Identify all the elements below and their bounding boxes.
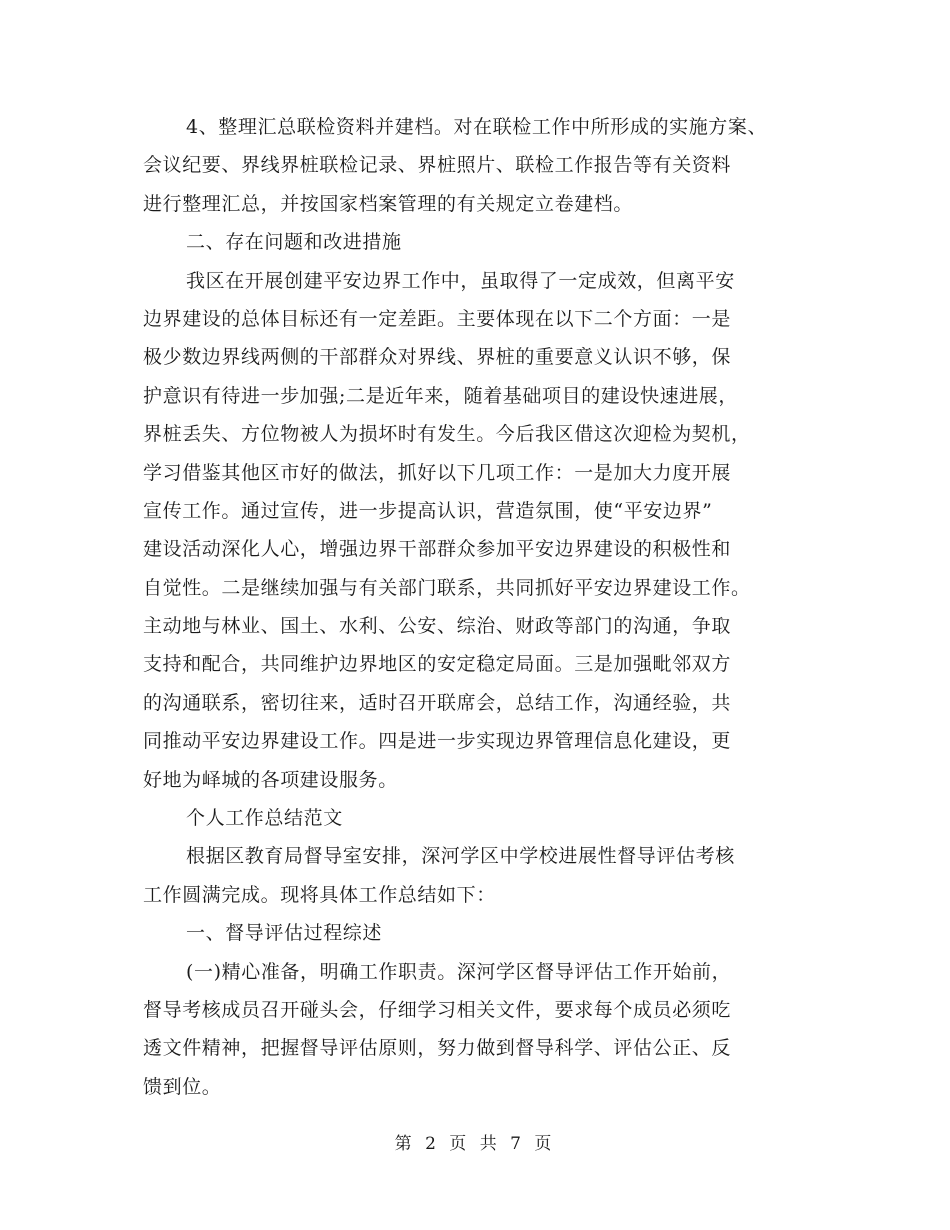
paragraph-line: 工作圆满完成。现将具体工作总结如下： (143, 883, 496, 906)
paragraph-line: 根据区教育局督导室安排，深河学区中学校进展性督导评估考核 (186, 845, 735, 868)
paragraph-line: 透文件精神，把握督导评估原则，努力做到督导科学、评估公正、反 (143, 1037, 732, 1060)
paragraph-line: 馈到位。 (143, 1075, 222, 1098)
paragraph-line: 自觉性。二是继续加强与有关部门联系，共同抓好平安边界建设工作。 (143, 576, 751, 599)
paragraph-line: 主动地与林业、国土、水利、公安、综治、财政等部门的沟通，争取 (143, 615, 732, 638)
document-body (143, 108, 815, 1106)
section-heading: 二、存在问题和改进措施 (186, 231, 402, 254)
paragraph-line: 宣传工作。通过宣传，进一步提高认识，营造氛围，使“平安边界” (143, 499, 713, 522)
paragraph-line: 边界建设的总体目标还有一定差距。主要体现在以下二个方面：一是 (143, 307, 732, 330)
paragraph-line: 好地为峄城的各项建设服务。 (143, 768, 398, 791)
section-title: 个人工作总结范文 (186, 807, 343, 830)
paragraph-line: 进行整理汇总，并按国家档案管理的有关规定立卷建档。 (143, 192, 634, 215)
paragraph-line: 同推动平安边界建设工作。四是进一步实现边界管理信息化建设，更 (143, 730, 732, 753)
paragraph-line: 学习借鉴其他区市好的做法，抓好以下几项工作：一是加大力度开展 (143, 461, 732, 484)
paragraph-line: 会议纪要、界线界桩联检记录、界桩照片、联检工作报告等有关资料 (143, 154, 732, 177)
page-number-footer: 第 2 页 共 7 页 (394, 1134, 556, 1154)
section-heading: 一、督导评估过程综述 (186, 922, 383, 945)
paragraph-line: 支持和配合，共同维护边界地区的安定稳定局面。三是加强毗邻双方 (143, 653, 732, 676)
paragraph-line: 建设活动深化人心，增强边界干部群众参加平安边界建设的积极性和 (143, 538, 732, 561)
paragraph-line: 的沟通联系，密切往来，适时召开联席会，总结工作，沟通经验，共 (143, 691, 732, 714)
paragraph-line: 界桩丢失、方位物被人为损坏时有发生。今后我区借这次迎检为契机， (143, 423, 751, 446)
paragraph-line: 我区在开展创建平安边界工作中，虽取得了一定成效，但离平安 (186, 269, 735, 292)
paragraph-line: 4、整理汇总联检资料并建档。对在联检工作中所形成的实施方案、 (186, 116, 768, 138)
paragraph-line: (一)精心准备，明确工作职责。深河学区督导评估工作开始前， (186, 960, 732, 983)
paragraph-line: 督导考核成员召开碰头会，仔细学习相关文件，要求每个成员必须吃 (143, 998, 732, 1021)
paragraph-line: 极少数边界线两侧的干部群众对界线、界桩的重要意义认识不够，保 (143, 346, 732, 369)
paragraph-line: 护意识有待进一步加强;二是近年来，随着基础项目的建设快速进展， (143, 384, 739, 407)
